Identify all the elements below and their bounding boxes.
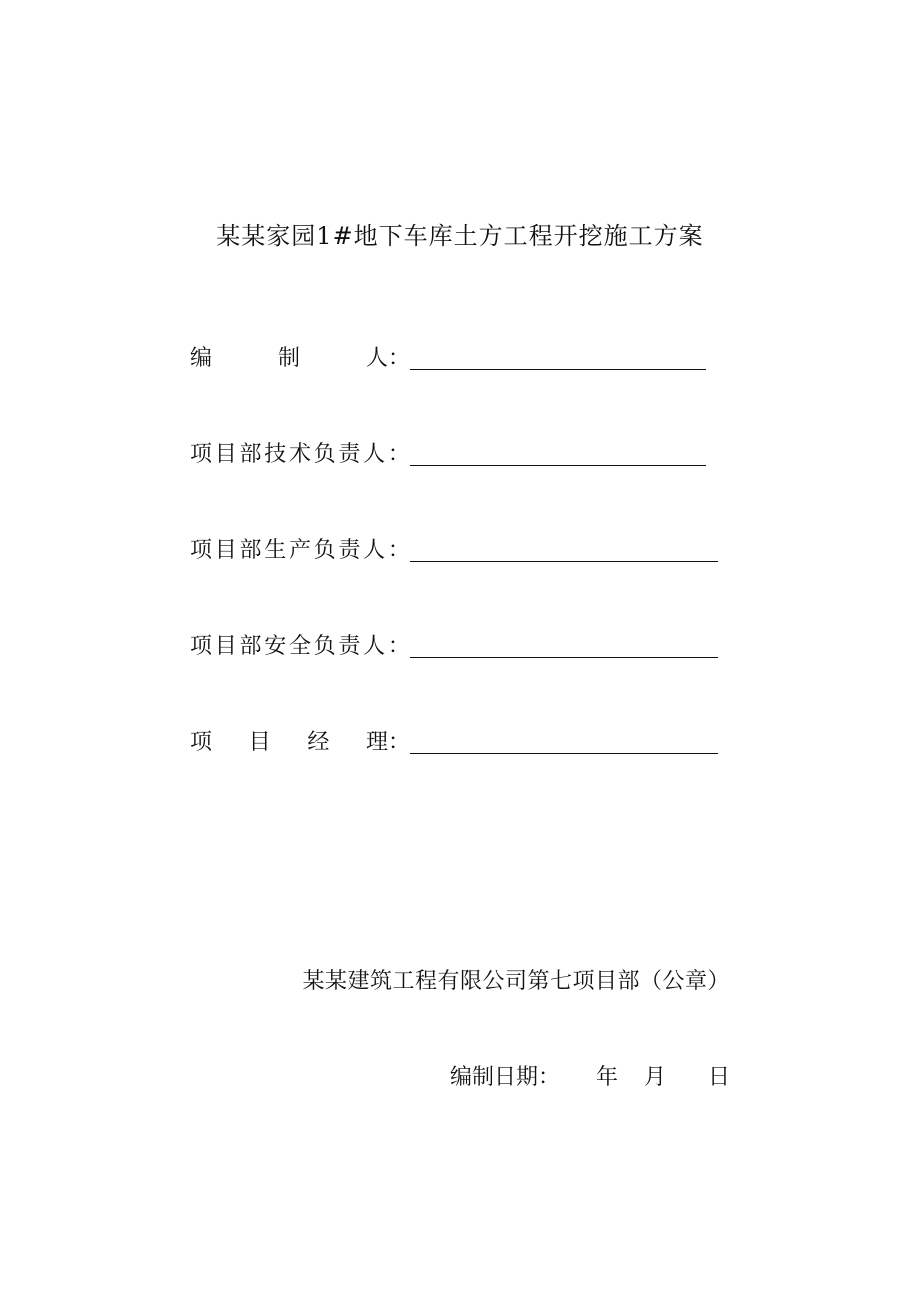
signature-label: 项 目 部 技 术 负 责 人 ： xyxy=(190,442,410,467)
signature-row-technical-lead xyxy=(190,434,706,470)
date-year: 年 xyxy=(595,1065,618,1090)
signature-line[interactable] xyxy=(410,343,706,370)
signature-label: 编 制 人 ： xyxy=(190,346,410,371)
compile-date xyxy=(450,1060,730,1096)
signature-label: 项 目 部 生 产 负 责 人 ： xyxy=(190,538,410,563)
signature-row-compiler xyxy=(190,338,706,374)
signature-label: 项 目 部 安 全 负 责 人 ： xyxy=(190,634,410,659)
date-month: 月 xyxy=(643,1065,666,1090)
signature-line[interactable] xyxy=(410,535,718,562)
signature-line[interactable] xyxy=(410,631,718,658)
signature-row-production-lead xyxy=(190,530,718,566)
signature-row-project-manager xyxy=(190,722,718,758)
signature-line[interactable] xyxy=(410,727,718,754)
signature-label: 项 目 经 理 ： xyxy=(190,730,410,755)
signature-line[interactable] xyxy=(410,439,706,466)
company-name: 某某建筑工程有限公司第七项目部（公章） xyxy=(302,969,730,994)
signature-row-safety-lead xyxy=(190,626,718,662)
date-day: 日 xyxy=(707,1065,730,1090)
date-label: 编制日期： xyxy=(449,1065,560,1090)
document-title: 某某家园1#地下车库土方工程开挖施工方案 xyxy=(216,222,704,250)
